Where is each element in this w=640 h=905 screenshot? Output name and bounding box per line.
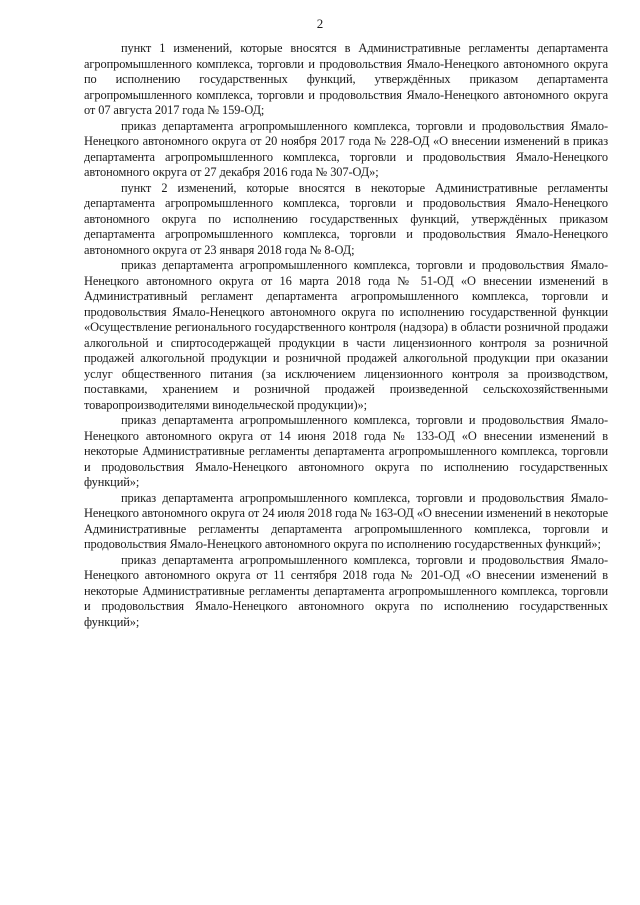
paragraph-7: приказ департамента агропромышленного комплекса, торговли и продовольствия Ямало-Ненецкого автономного округа от 11 сентября 2018 года № 201-ОД «О внесении изменений в некоторые Административные регламенты департамента агропромышленного комплекса, торговли и продовольствия Ямало-Ненецкого автономного округа по исполнению государственных функций»; bbox=[84, 552, 608, 629]
paragraph-2: приказ департамента агропромышленного комплекса, торговли и продовольствия Ямало-Ненецкого автономного округа от 20 ноября 2017 года № 228-ОД «О внесении изменений в приказ департамента агропромышленного комплекса, торговли и продовольствия Ямало-Ненецкого автономного округа от 27 декабря 2016 года № 307-ОД»; bbox=[84, 118, 608, 179]
page-number: 2 bbox=[316, 16, 324, 31]
paragraph-5: приказ департамента агропромышленного комплекса, торговли и продовольствия Ямало-Ненецкого автономного округа от 14 июня 2018 года № 133-ОД «О внесении изменений в некоторые Административные регламенты департамента агропромышленного комплекса, торговли и продовольствия Ямало-Ненецкого автономного округа по исполнению государственных функций»; bbox=[84, 413, 608, 489]
paragraph-6: приказ департамента агропромышленного комплекса, торговли и продовольствия Ямало-Ненецкого автономного округа от 24 июля 2018 года № 163-ОД «О внесении изменений в некоторые Административные регламенты департамента агропромышленного комплекса, торговли и продовольствия Ямало-Ненецкого автономного округа по исполнению государственных функций»; bbox=[84, 490, 608, 551]
paragraph-3: пункт 2 изменений, которые вносятся в некоторые Административные регламенты департамента агропромышленного комплекса, торговли и продовольствия Ямало-Ненецкого автономного округа по исполнению государственных функций, утверждённых приказом департамента агропромышленного комплекса, торговли и продовольствия Ямало-Ненецкого автономного округа от 23 января 2018 года № 8-ОД; bbox=[84, 180, 608, 257]
document-body bbox=[84, 41, 608, 630]
paragraph-4: приказ департамента агропромышленного комплекса, торговли и продовольствия Ямало-Ненецкого автономного округа от 16 марта 2018 года № 51-ОД «О внесении изменений в Административный регламент департамента агропромышленного комплекса, торговли и продовольствия Ямало-Ненецкого автономного округа по исполнению государственной функции «Осуществление регионального государственного контроля (надзора) в области розничной продажи алкогольной и спиртосодержащей продукции в части лицензионного контроля за розничной продажей алкогольной продукции и розничной продажей алкогольной продукции при оказании услуг общественного питания (за исключением лицензионного контроля за производством, поставками, хранением и розничной продажей произведенной сельскохозяйственными товаропроизводителями винодельческой продукции)»; bbox=[84, 258, 608, 412]
paragraph-1: пункт 1 изменений, которые вносятся в Административные регламенты департамента агропромышленного комплекса, торговли и продовольствия Ямало-Ненецкого автономного округа по исполнению государственных функций, утверждённых приказом департамента агропромышленного комплекса, торговли и продовольствия Ямало-Ненецкого автономного округа от 07 августа 2017 года № 159-ОД; bbox=[84, 41, 608, 117]
